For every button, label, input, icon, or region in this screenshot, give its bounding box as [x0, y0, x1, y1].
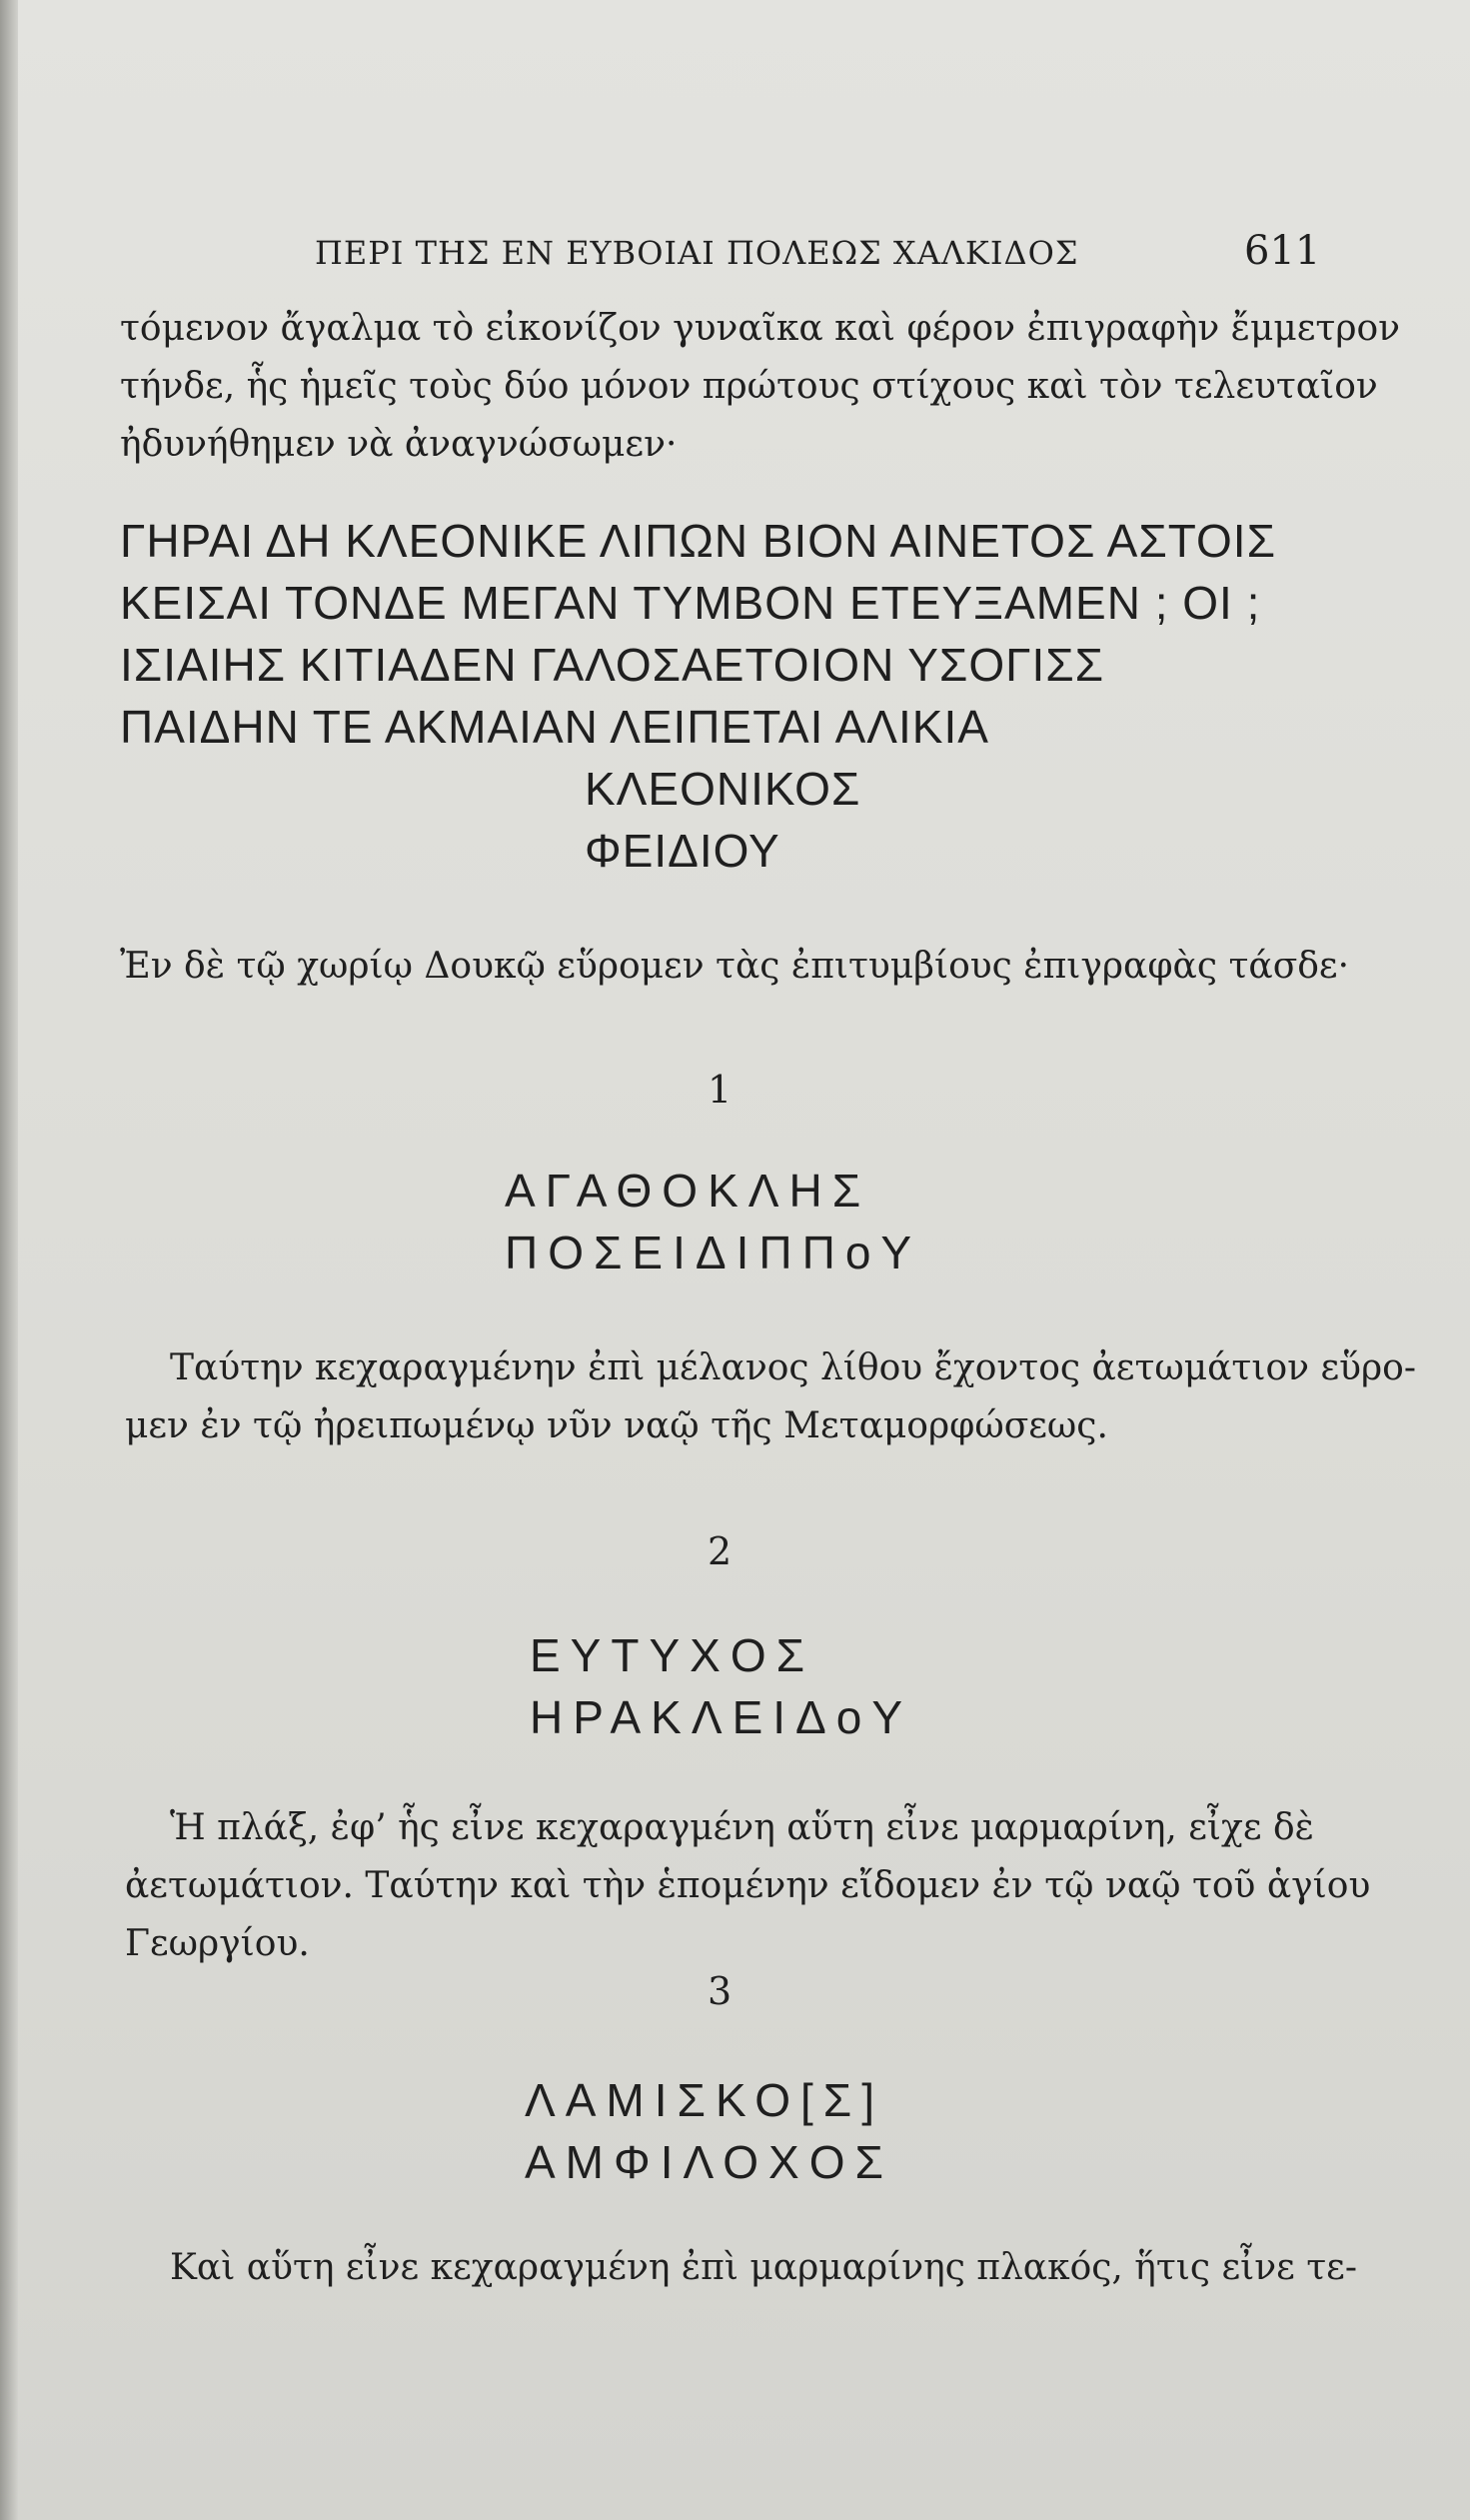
inscription-line: ΠΑΙΔΗΝ ΤΕ ΑΚΜΑΙΑΝ ΛΕΙΠΕΤΑΙ ΑΛΙΚΙΑ [120, 701, 989, 753]
running-title: ΠΕΡΙ ΤΗΣ ΕΝ ΕΥΒΟΙΑΙ ΠΟΛΕΩΣ ΧΑΛΚΙΔΟΣ [315, 234, 1079, 272]
inscription-line: ΚΛΕΟΝΙΚΟΣ [585, 763, 861, 815]
text-line: τόμενον ἄγαλμα τὸ εἰκονίζον γυναῖκα καὶ φέρον ἐπιγραφὴν ἔμμετρον [120, 308, 1401, 349]
text-line: Ταύτην κεχαραγμένην ἐπὶ μέλανος λίθου ἔχοντος ἀετωμάτιον εὕρο- [170, 1347, 1416, 1388]
inscription-line: ΠΟΣΕΙΔΙΠΠοΥ [505, 1227, 922, 1278]
inscription-1 [505, 1160, 921, 1283]
text-line: Ἐν δὲ τῷ χωρίῳ Δουκῷ εὕρομεν τὰς ἐπιτυμβίους ἐπιγραφὰς τάσδε· [120, 946, 1350, 987]
inscription-line: ΙΣΙΑΙΗΣ ΚΙΤΙΑΔΕΝ ΓΑΛΟΣΑΕΤΟΙΟΝ ΥΣΟΓΙΣΣ [120, 639, 1105, 691]
page-number: 611 [1244, 228, 1321, 274]
inscription-line: ΚΕΙΣΑΙ ΤΟΝΔΕ ΜΕΓΑΝ ΤΥΜΒΟΝ ΕΤΕΥΞΑΜΕΝ ; ΟΙ ; [120, 577, 1261, 629]
text-line: τήνδε, ἧς ἡμεῖς τοὺς δύο μόνον πρώτους στίχους καὶ τὸν τελευταῖον [120, 366, 1378, 407]
inscription-line: ΑΓΑΘΟΚΛΗΣ [505, 1165, 871, 1217]
inscription-line: ΗΡΑΚΛΕΙΔοΥ [530, 1691, 913, 1743]
transition-paragraph [120, 938, 1350, 996]
inscription-line: ΓΗΡΑΙ ΔΗ ΚΛΕΟΝΙΚΕ ΛΙΠΩΝ ΒΙΟΝ ΑΙΝΕΤΟΣ ΑΣΤΟΙΣ [120, 515, 1277, 567]
entry-number: 3 [708, 1969, 733, 2013]
commentary-1 [125, 1339, 1416, 1455]
text-line: μεν ἐν τῷ ἠρειπωμένῳ νῦν ναῷ τῆς Μεταμορφώσεως. [125, 1405, 1108, 1446]
text-line: Γεωργίου. [125, 1923, 310, 1964]
epigram-inscription [120, 510, 1276, 758]
entry-number: 2 [708, 1529, 733, 1573]
entry-number: 1 [708, 1068, 733, 1112]
page-header [0, 228, 1470, 288]
intro-paragraph [120, 300, 1401, 474]
page-binding-shadow [0, 0, 18, 2520]
inscription-2 [530, 1624, 912, 1748]
inscription-line: ΦΕΙΔΙΟΥ [585, 825, 780, 877]
text-line: ἠδυνήθημεν νὰ ἀναγνώσωμεν· [120, 424, 678, 465]
text-line: ἀετωμάτιον. Ταύτην καὶ τὴν ἑπομένην εἴδομεν ἐν τῷ ναῷ τοῦ ἁγίου [125, 1865, 1371, 1906]
inscription-line: ΛΑΜΙΣΚΟ[Σ] [525, 2074, 884, 2126]
text-line: Ἡ πλάξ, ἐφ’ ἧς εἶνε κεχαραγμένη αὕτη εἶνε μαρμαρίνη, εἶχε δὲ [170, 1807, 1314, 1848]
commentary-3 [170, 2239, 1357, 2297]
epigram-name [585, 758, 860, 882]
inscription-line: ΕΥΤΥΧΟΣ [530, 1629, 815, 1681]
commentary-2 [125, 1799, 1371, 1973]
text-line: Καὶ αὕτη εἶνε κεχαραγμένη ἐπὶ μαρμαρίνης πλακός, ἥτις εἶνε τε- [170, 2247, 1357, 2288]
inscription-3 [525, 2069, 893, 2193]
inscription-line: ΑΜΦΙΛΟΧΟΣ [525, 2136, 893, 2188]
